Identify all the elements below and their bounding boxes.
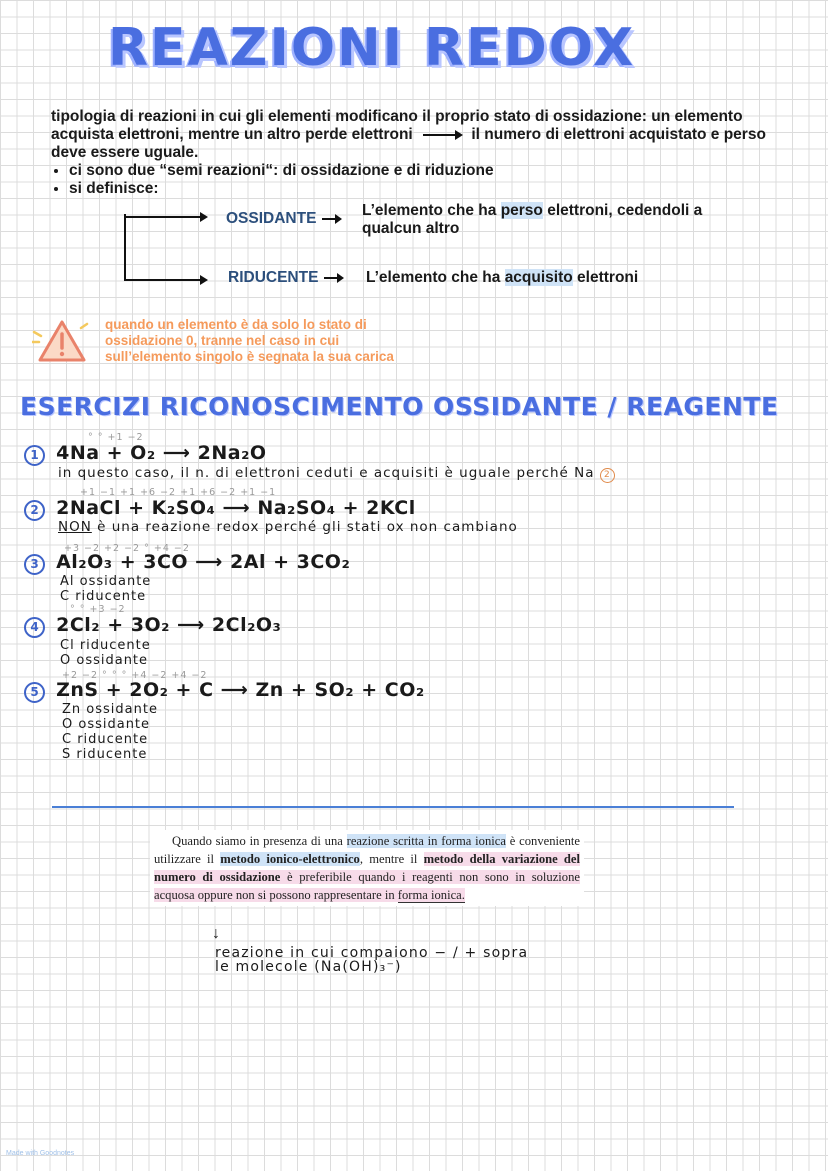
exercise-note [58,520,518,535]
exercise-notes [62,702,158,762]
note-line: O ossidante [60,653,149,668]
exercise-number: 4 [24,617,45,638]
section-title: ESERCIZI RICONOSCIMENTO OSSIDANTE / REAGENTE [20,392,779,421]
riducente-label: RIDUCENTE [228,269,319,286]
intro-line1: tipologia di reazioni in cui gli elementi modificano il proprio stato di ossidazione: un elemento acquista elettroni, mentre un altro perde elettroni [51,108,743,143]
excerpt-text: è conveniente utilizzare il [154,834,580,866]
divider [52,806,734,808]
note-line: Cl riducente [60,638,151,653]
note-line: C riducente [62,732,149,747]
exercise-number: 2 [24,500,45,521]
arrow-right-icon [124,279,206,281]
note-line: reazione in cui compaiono − / + sopra [215,945,529,961]
intro-line2: il numero di elettroni acquistato e perso deve essere uguale. [51,126,766,161]
highlight-ox-number-method: metodo della variazione del numero di ossidazione [154,852,581,884]
note-line: Al ossidante [60,574,152,589]
exercise-5 [24,679,425,703]
warning-triangle-icon [32,316,92,366]
goodnotes-watermark: Made with Goodnotes [6,1150,75,1157]
definition-text: elettroni, cedendoli a qualcun altro [362,202,703,237]
riducente-definition [366,269,766,287]
list-item: • ci sono due “semi reazioni“: di ossidazione e di riduzione [69,162,781,180]
intro-paragraph [51,108,781,198]
warning-text: quando un elemento è da solo lo stato di ossidazione 0, tranne nel caso in cui sull’elemento singolo è segnata la sua carica [105,317,394,364]
note-text: NON [58,519,92,535]
handwritten-note [215,946,528,974]
oxidation-states: +2 −2 ° ° ° +4 −2 +4 −2 [62,670,208,681]
note-text: è una reazione redox perché gli stati ox non cambiano [91,519,518,535]
ossidante-definition [362,202,762,238]
oxidation-states: +3 −2 +2 −2 ° +4 −2 [64,543,190,554]
equation: ZnS + 2O₂ + C ⟶ Zn + SO₂ + CO₂ [56,679,425,701]
exercise-3 [24,551,350,575]
exercise-note [58,466,615,483]
note-line: C riducente [60,589,147,604]
equation: 2Cl₂ + 3O₂ ⟶ 2Cl₂O₃ [56,614,282,636]
ossidante-term [226,210,346,228]
note-text: in questo caso, il n. di elettroni ceduti e acquisiti è uguale perché Na [58,465,595,481]
highlight-acquisito: acquisito [504,269,573,286]
exercise-number: 5 [24,682,45,703]
highlight-ionic-form: reazione scritta in forma ionica [346,834,506,848]
excerpt-text: è preferibile quando i reagenti non sono in soluzione acquosa oppure non si possono rappresentare in [154,870,580,902]
excerpt-underlined: forma ionica. [397,888,465,902]
definition-text: elettroni [572,269,639,286]
exercise-4 [24,614,281,638]
arrow-right-icon [324,277,342,279]
excerpt-text: , mentre il [359,852,424,866]
definition-text: L’elemento che ha [366,269,505,286]
oxidation-states: +1 −1 +1 +6 −2 +1 +6 −2 +1 −1 [80,487,277,498]
list-item: • si definisce: [69,180,781,198]
highlight-perso: perso [500,202,543,219]
book-excerpt [150,830,584,906]
equation: 4Na + O₂ ⟶ 2Na₂O [56,442,267,464]
note-line: S riducente [62,747,148,762]
bracket-line [124,214,126,280]
note-line: O ossidante [62,717,151,732]
highlight-ionic-method: metodo ionico-elettronico [220,852,360,866]
exercise-1 [24,442,267,466]
page-title: REAZIONI REDOX [108,18,636,78]
arrow-right-icon [124,216,206,218]
note-line: Zn ossidante [62,702,158,717]
exercise-2 [24,497,416,521]
definition-text: L’elemento che ha [362,202,501,219]
note-line: le molecole (Na(OH)₃⁻) [215,959,402,975]
arrow-right-icon [423,134,461,136]
circled-subscript: 2 [600,468,615,483]
oxidation-states: ° ° +3 −2 [70,604,126,615]
exercise-number: 3 [24,554,45,575]
intro-bullets [51,162,781,198]
equation: Al₂O₃ + 3CO ⟶ 2Al + 3CO₂ [56,551,351,573]
exercise-notes [60,638,151,668]
arrow-down-icon: ↓ [212,925,220,942]
exercise-number: 1 [24,445,45,466]
oxidation-states: ° ° +1 −2 [88,432,144,443]
riducente-term [228,269,348,287]
exercise-notes [60,574,151,604]
excerpt-text: Quando siamo in presenza di una [172,834,347,848]
ossidante-label: OSSIDANTE [226,210,317,227]
equation: 2NaCl + K₂SO₄ ⟶ Na₂SO₄ + 2KCl [56,497,416,519]
arrow-right-icon [322,218,340,220]
